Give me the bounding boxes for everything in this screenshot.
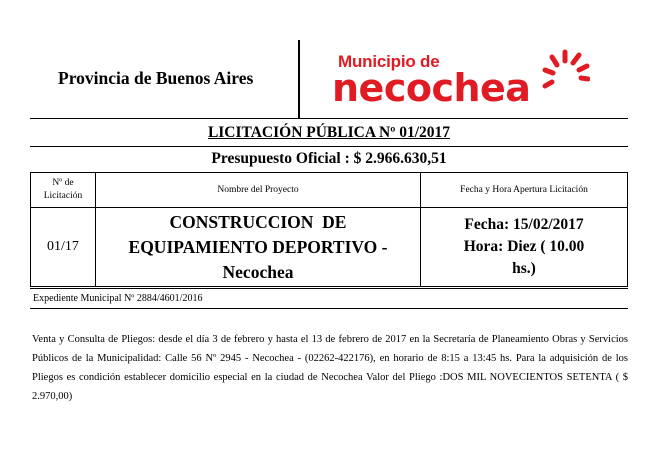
sun-icon [542, 48, 590, 92]
divider-line [30, 146, 628, 147]
header-cell-number [31, 173, 96, 208]
project-line2: EQUIPAMIENTO DEPORTIVO - [128, 236, 388, 257]
sale-details-paragraph: Venta y Consulta de Pliegos: desde el día 3 de febrero y hasta el 13 de febrero de 2017 en la Secretaría de Planeamiento Obras y Servicios Públicos de la Municipalidad: Calle 56 Nº 2945 - Necochea - (02262-422176), en horario de 8:15 a 13:45 hs. Para la adquisición de los Pliegos es condición establecer domicilio especial en la ciudad de Necochea Valor del Pliego :DOS MIL NOVECIENTOS SETENTA ( $ 2.970,00) [32, 334, 628, 402]
project-line1: CONSTRUCCION DE [169, 211, 347, 232]
budget-title: Presupuesto Oficial : $ 2.966.630,51 [211, 150, 447, 167]
header-cell-project: Nombre del Proyecto [96, 173, 421, 208]
logo-subtitle: Municipio de [338, 52, 440, 71]
province-name: Provincia de Buenos Aires [58, 68, 254, 88]
header-divider [298, 40, 300, 118]
divider-line [30, 118, 628, 119]
date-line2: Hora: Diez ( 10.00 [463, 238, 585, 255]
header-number-line2: Licitación [43, 191, 83, 201]
divider-line [30, 288, 628, 289]
licitacion-number: 01/17 [31, 208, 96, 287]
header-cell-date: Fecha y Hora Apertura Licitación [421, 173, 628, 208]
header-number-line1: Nº de [52, 178, 74, 188]
project-name [96, 208, 421, 287]
licitacion-table [30, 172, 628, 287]
divider-line [30, 308, 628, 309]
date-line1: Fecha: 15/02/2017 [464, 216, 584, 233]
opening-date [421, 208, 628, 287]
project-line3: Necochea [222, 261, 294, 282]
expediente-number: Expediente Municipal Nº 2884/4601/2016 [33, 293, 203, 304]
table-row [31, 208, 628, 287]
table-header-row [31, 173, 628, 208]
date-line3: hs.) [512, 260, 536, 277]
document-header [30, 0, 628, 118]
logo-wordmark: necochea [332, 66, 531, 110]
municipio-logo [330, 46, 590, 112]
licitacion-title: LICITACIÓN PÚBLICA Nº 01/2017 [207, 124, 451, 141]
